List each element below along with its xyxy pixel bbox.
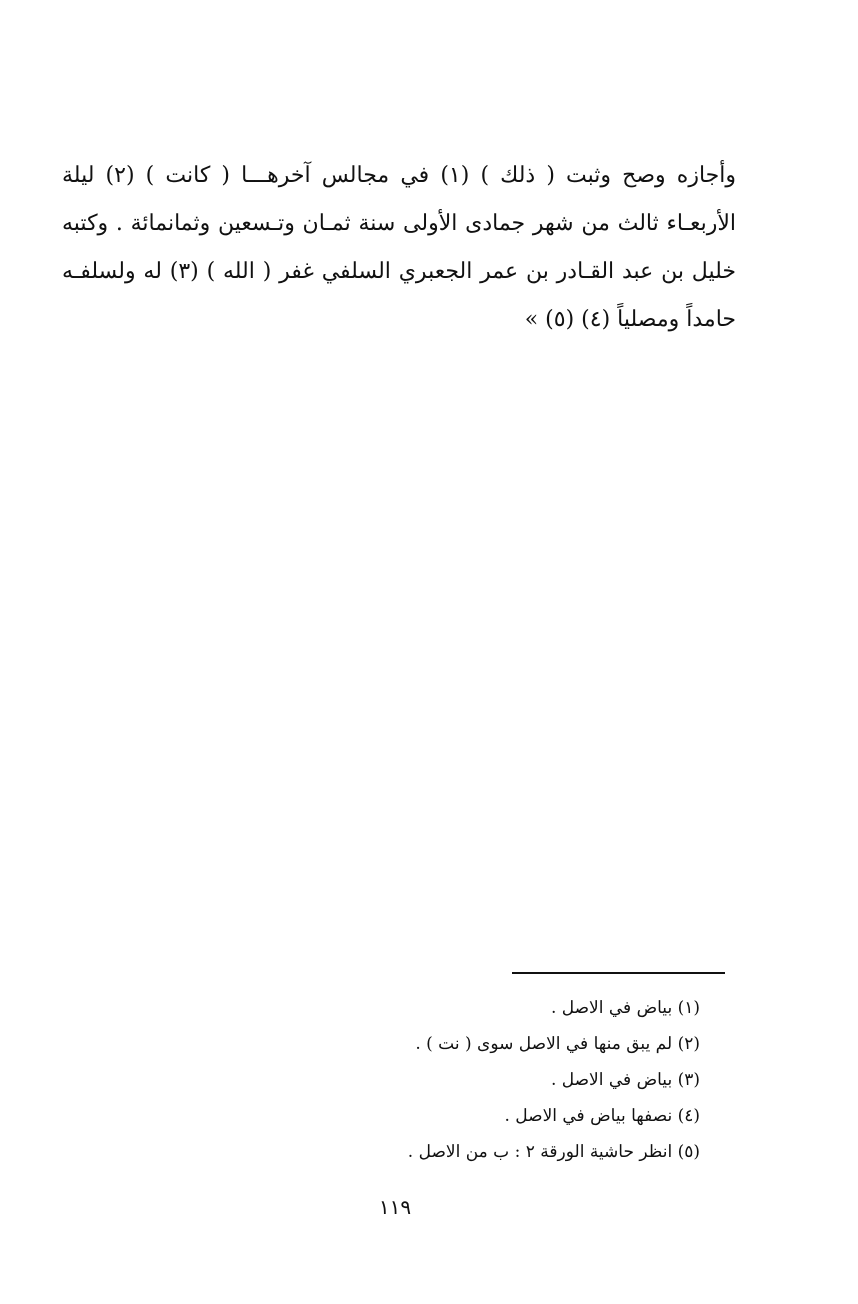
page-number: ١١٩ xyxy=(378,1195,412,1219)
main-text-line: حامداً ومصلياً (٤) (٥) » xyxy=(524,307,736,332)
footnote-1: (١) بياض في الاصل . xyxy=(550,998,700,1018)
main-text-line: خليل بن عبد القـادر بن عمر الجعبري السلفي غفر ( الله ) (٣) له ولسلفـه xyxy=(62,259,736,284)
footnote-2: (٢) لم يبق منها في الاصل سوى ( نت ) . xyxy=(415,1034,700,1054)
footnote-4: (٤) نصفها بياض في الاصل . xyxy=(504,1106,700,1126)
footnotes-list xyxy=(300,990,700,1170)
main-text-block xyxy=(62,152,736,344)
main-text-line: الأربعـاء ثالث من شهر جمادى الأولى سنة ثمـان وتـسعين وثمانمائة . وكتبه xyxy=(62,211,736,236)
main-text-line: وأجازه وصح وثبت ( ذلك ) (١) في مجالس آخرهـــا ( كانت ) (٢) ليلة xyxy=(62,163,736,188)
footnote-5: (٥) انظر حاشية الورقة ٢ : ب من الاصل . xyxy=(407,1142,700,1162)
footnote-3: (٣) بياض في الاصل . xyxy=(550,1070,700,1090)
footnote-separator xyxy=(512,972,725,974)
